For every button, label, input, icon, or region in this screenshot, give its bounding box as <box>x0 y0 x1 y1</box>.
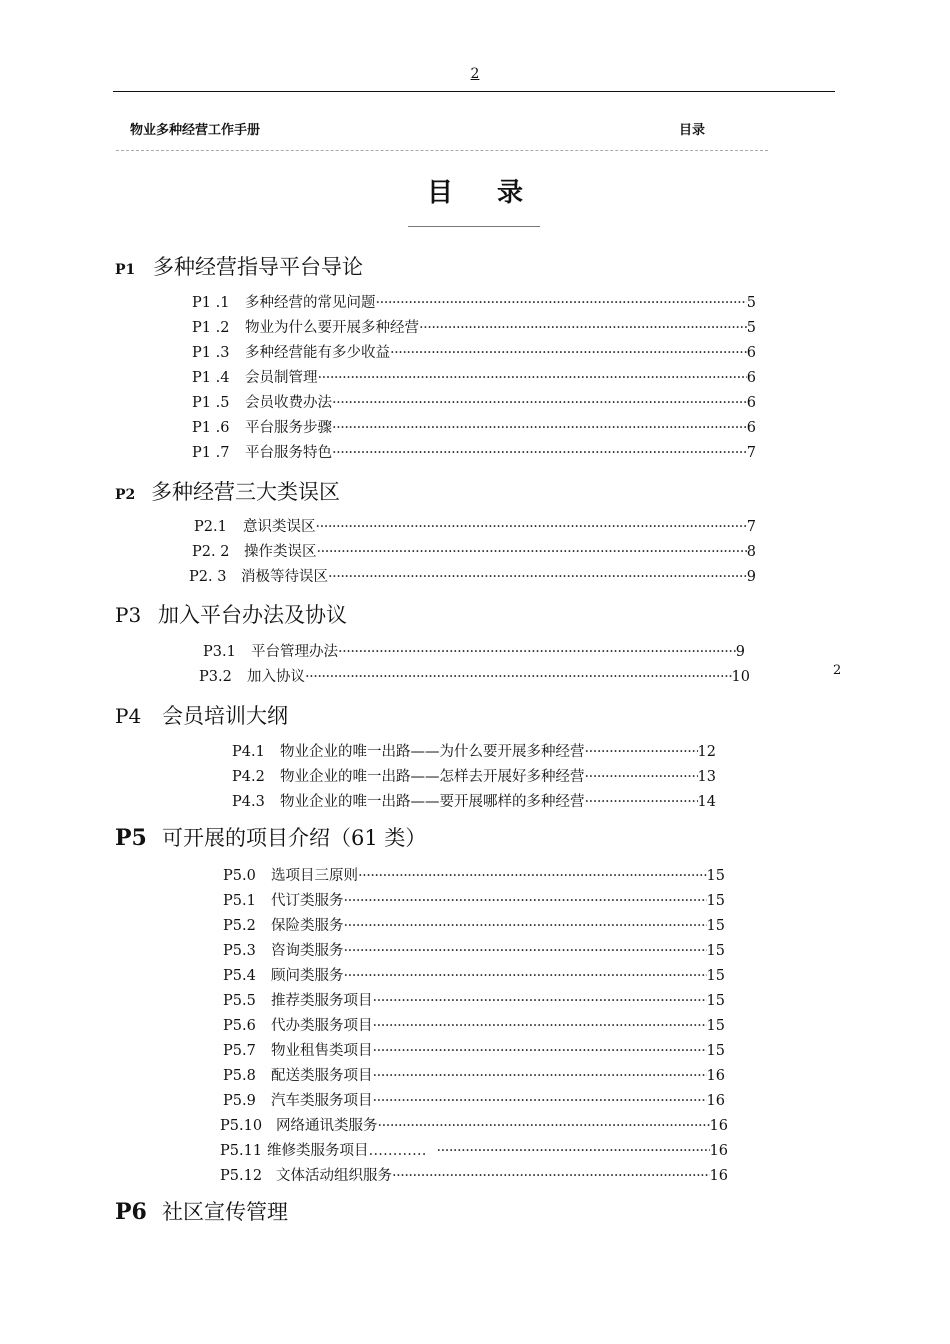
leader-dots <box>316 519 747 535</box>
toc-entry[interactable]: P3.2 加入协议 ····· 10 <box>199 665 750 686</box>
section-heading-p5[interactable] <box>115 822 426 852</box>
toc-entry[interactable]: P5.4 顾问类服务 ····· 15 <box>223 964 725 985</box>
leader-dots <box>373 993 707 1009</box>
header-rule <box>113 91 835 92</box>
toc-entry[interactable]: P5.7 物业租售类项目 ····· 15 <box>223 1039 725 1060</box>
section-name: 社区宣传管理 <box>162 1200 288 1224</box>
leader-dots <box>373 1093 707 1109</box>
leader-dots <box>378 1118 710 1134</box>
leader-dots <box>332 420 747 436</box>
leader-dots <box>332 445 747 461</box>
toc-entry[interactable]: P4.1 物业企业的唯一出路——为什么要开展多种经营 ····· 12 <box>232 740 716 761</box>
toc-entry[interactable]: P5.9 汽车类服务项目 ····· 16 <box>223 1089 725 1110</box>
toc-entry[interactable]: P5.1 代订类服务 ····· 15 <box>223 889 725 910</box>
leader-dots <box>419 320 747 336</box>
toc-entry[interactable]: P5.0 选项目三原则 ····· 15 <box>223 864 725 885</box>
toc-entry[interactable]: P1 .1 多种经营的常见问题 ····· 5 <box>192 291 756 312</box>
toc-entry[interactable]: P1 .5 会员收费办法 ····· 6 <box>192 391 756 412</box>
leader-dots <box>358 868 707 884</box>
section-heading-p1[interactable] <box>115 251 363 281</box>
page-number-top: 2 <box>470 66 480 82</box>
toc-entry[interactable]: P1 .7 平台服务特色 ····· 7 <box>192 441 756 462</box>
leader-dots <box>344 893 707 909</box>
leader-dots <box>390 345 747 361</box>
leader-dots <box>344 918 707 934</box>
toc-entry[interactable]: P5.8 配送类服务项目 ····· 16 <box>223 1064 725 1085</box>
section-name: 多种经营三大类误区 <box>151 480 340 504</box>
toc-entry[interactable]: P5.6 代办类服务项目 ····· 15 <box>223 1014 725 1035</box>
section-name: 多种经营指导平台导论 <box>153 255 363 279</box>
toc-entry[interactable]: P1 .4 会员制管理 ····· 6 <box>192 366 756 387</box>
section-heading-p4[interactable] <box>115 700 288 730</box>
running-header-section: 目录 <box>679 123 706 138</box>
leader-dots <box>437 1143 710 1159</box>
section-code: P1 <box>115 262 136 278</box>
leader-dots <box>338 644 736 660</box>
leader-dots <box>305 669 732 685</box>
toc-entry[interactable]: P2. 2 操作类误区 ····· 8 <box>192 540 756 561</box>
leader-dots <box>585 769 698 785</box>
leader-dots <box>585 794 698 810</box>
section-code: P2 <box>115 487 136 503</box>
leader-dots <box>376 295 747 311</box>
toc-entry[interactable]: P5.2 保险类服务 ····· 15 <box>223 914 725 935</box>
leader-dots-short: ………… <box>368 1143 427 1159</box>
toc-entry[interactable]: P2. 3 消极等待误区 ····· 9 <box>189 565 756 586</box>
leader-dots <box>392 1168 710 1184</box>
section-code: P4 <box>115 704 142 728</box>
leader-dots <box>328 569 747 585</box>
toc-entry[interactable]: P5.10 网络通讯类服务 ····· 16 <box>220 1114 728 1135</box>
toc-entry[interactable]: P5.3 咨询类服务 ····· 15 <box>223 939 725 960</box>
toc-entry[interactable]: P5.11 维修类服务项目 ………… ····· 16 <box>220 1139 728 1160</box>
toc-entry[interactable]: P3.1 平台管理办法 ····· 9 <box>203 640 745 661</box>
toc-entry[interactable]: P2.1 意识类误区 ····· 7 <box>194 515 756 536</box>
toc-entry[interactable]: P5.5 推荐类服务项目 ····· 15 <box>223 989 725 1010</box>
toc-entry[interactable]: P1 .6 平台服务步骤 ····· 6 <box>192 416 756 437</box>
leader-dots <box>344 943 707 959</box>
leader-dots <box>344 968 707 984</box>
toc-title: 目录 <box>426 178 567 208</box>
toc-entry[interactable]: P4.3 物业企业的唯一出路——要开展哪样的多种经营 ····· 14 <box>232 790 716 811</box>
toc-entry[interactable]: P1 .2 物业为什么要开展多种经营 ····· 5 <box>192 316 756 337</box>
section-code: P6 <box>115 1199 147 1225</box>
section-name: 会员培训大纲 <box>162 704 288 728</box>
page-number-side: 2 <box>833 663 842 678</box>
toc-entry[interactable]: P5.12 文体活动组织服务 ····· 16 <box>220 1164 728 1185</box>
header-dashed-divider <box>116 150 768 151</box>
section-code: P3 <box>115 603 142 627</box>
toc-entry[interactable]: P1 .3 多种经营能有多少收益 ····· 6 <box>192 341 756 362</box>
section-name: 加入平台办法及协议 <box>158 603 347 627</box>
leader-dots <box>373 1068 707 1084</box>
toc-entry[interactable]: P4.2 物业企业的唯一出路——怎样去开展好多种经营 ····· 13 <box>232 765 716 786</box>
leader-dots <box>585 744 698 760</box>
leader-dots <box>318 370 747 386</box>
title-underline <box>408 226 540 227</box>
running-header-title: 物业多种经营工作手册 <box>130 123 261 138</box>
section-heading-p6[interactable] <box>115 1196 288 1226</box>
leader-dots <box>332 395 747 411</box>
section-heading-p3[interactable] <box>115 599 347 629</box>
leader-dots <box>373 1043 707 1059</box>
leader-dots <box>373 1018 707 1034</box>
section-code: P5 <box>115 825 147 851</box>
section-name: 可开展的项目介绍（61 类） <box>162 826 427 850</box>
section-heading-p2[interactable] <box>115 476 340 506</box>
leader-dots <box>317 544 747 560</box>
